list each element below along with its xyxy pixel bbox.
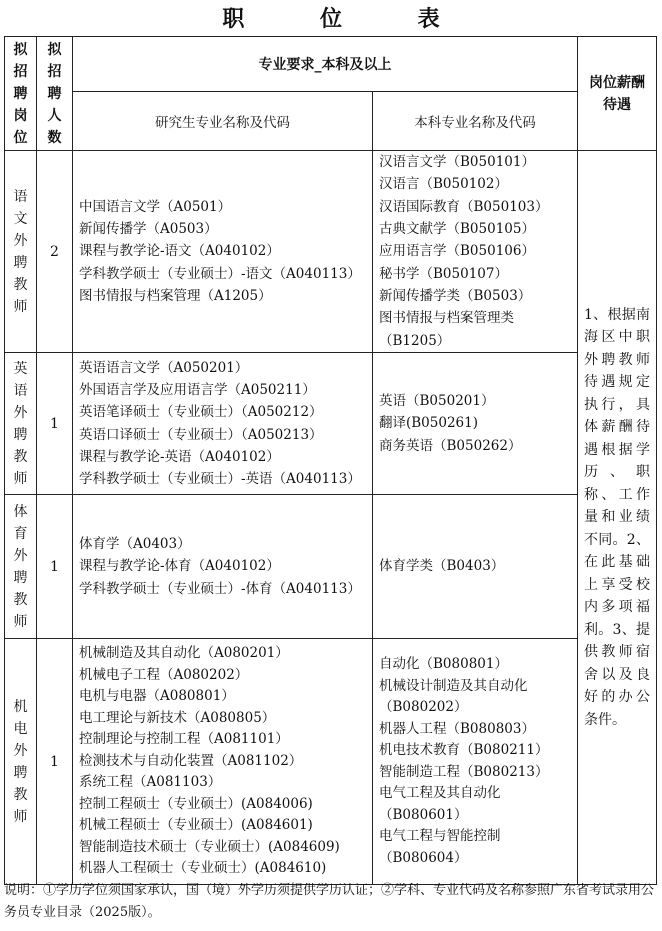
list-item: 商务英语（B050262） bbox=[379, 437, 522, 454]
list-item: 课程与教学论-语文（A040102） bbox=[79, 243, 280, 260]
list-item: 中国语言文学（A0501） bbox=[79, 198, 232, 215]
count-cell: 1 bbox=[37, 353, 73, 495]
table-row bbox=[5, 151, 657, 353]
count-cell: 1 bbox=[37, 639, 73, 885]
list-item: （B080601） bbox=[379, 806, 468, 823]
list-item: 汉语言文学（B050101） bbox=[379, 154, 535, 171]
header-requirement: 专业要求_本科及以上 bbox=[73, 37, 578, 92]
graduate-majors bbox=[73, 639, 373, 885]
list-item: 汉语言（B050102） bbox=[379, 176, 508, 193]
list-item: 智能制造工程（B080213） bbox=[379, 763, 549, 780]
list-item: 智能制造技术硕士（专业硕士）(A084609) bbox=[79, 838, 340, 855]
list-item: 学科教学硕士（专业硕士）-语文（A040113） bbox=[79, 265, 361, 282]
undergrad-majors bbox=[373, 353, 578, 495]
graduate-majors bbox=[73, 151, 373, 353]
header-position-label: 拟招聘岗位 bbox=[13, 41, 28, 146]
list-item: 应用语言学（B050106） bbox=[379, 243, 535, 260]
list-item: 电气工程及其自动化 bbox=[379, 785, 501, 801]
header-undergrad: 本科专业名称及代码 bbox=[373, 92, 578, 151]
table-row bbox=[5, 495, 657, 639]
list-item: 体育学（A0403） bbox=[79, 536, 191, 553]
header-graduate: 研究生专业名称及代码 bbox=[73, 92, 373, 151]
position-label: 机电外聘教师 bbox=[13, 698, 28, 825]
list-item: 学科教学硕士（专业硕士）-英语（A040113） bbox=[79, 471, 361, 488]
list-item: 英语（B050201） bbox=[379, 393, 495, 410]
list-item: 机械电子工程（A080202） bbox=[79, 666, 249, 683]
list-item: 机械设计制造及其自动化 bbox=[379, 677, 528, 694]
list-item: 新闻传播学类（B0503） bbox=[379, 287, 532, 304]
header-count-label: 拟招聘人数 bbox=[47, 41, 62, 146]
list-item: 机械制造及其自动化（A080201） bbox=[79, 645, 289, 662]
list-item: 课程与教学论-体育（A040102） bbox=[79, 558, 280, 575]
list-item: 机械工程硕士（专业硕士）(A084601) bbox=[79, 817, 313, 834]
position-label: 语文外聘教师 bbox=[13, 188, 28, 315]
table-row bbox=[5, 353, 657, 495]
list-item: （B080202） bbox=[379, 699, 468, 715]
list-item: （B1205） bbox=[379, 332, 451, 349]
list-item: 控制理论与控制工程（A081101） bbox=[79, 731, 289, 748]
footnote: 说明：①学历学位须国家承认，国（境）外学历须提供学历认证；②学科、专业代码及名称参照广东省考试录用公务员专业目录（2025版）。 bbox=[4, 883, 655, 920]
undergrad-majors bbox=[373, 151, 578, 353]
list-item: 机器人工程（B080803） bbox=[379, 720, 535, 737]
position-cell bbox=[5, 151, 37, 353]
list-item: （B080604） bbox=[379, 849, 468, 866]
list-item: 课程与教学论-英语（A040102） bbox=[79, 448, 280, 465]
list-item: 外国语言学及应用语言学（A050211） bbox=[79, 381, 316, 398]
undergrad-majors bbox=[373, 639, 578, 885]
position-cell bbox=[5, 495, 37, 639]
header-position bbox=[5, 37, 37, 151]
position-label: 英语外聘教师 bbox=[13, 360, 28, 487]
position-table bbox=[4, 36, 657, 885]
list-item: 检测技术与自动化装置（A081102） bbox=[79, 752, 303, 769]
salary-cell: 1、根据南海区中职外聘教师待遇规定执行，具体薪酬待遇根据学历、职称、工作量和业绩不同。2、在此基础上享受校内多项福利。3、提供教师宿舍以及良好的办公条件。 bbox=[578, 151, 657, 885]
list-item: 图书情报与档案管理（A1205） bbox=[79, 287, 272, 304]
list-item: 古典文献学（B050105） bbox=[379, 221, 535, 238]
header-count bbox=[37, 37, 73, 151]
list-item: 汉语国际教育（B050103） bbox=[379, 198, 549, 215]
list-item: 自动化（B080801） bbox=[379, 656, 508, 672]
position-cell bbox=[5, 353, 37, 495]
list-item: 图书情报与档案管理类 bbox=[379, 310, 514, 327]
list-item: 学科教学硕士（专业硕士）-体育（A040113） bbox=[79, 580, 361, 597]
header-salary bbox=[578, 37, 657, 151]
undergrad-majors bbox=[373, 495, 578, 639]
list-item: 系统工程（A081103） bbox=[79, 774, 222, 791]
list-item: 机器人工程硕士（专业硕士）(A084610) bbox=[79, 860, 327, 877]
page-title: 职 位 表 bbox=[222, 6, 474, 32]
list-item: 控制工程硕士（专业硕士）(A084006) bbox=[79, 795, 313, 812]
position-cell bbox=[5, 639, 37, 885]
list-item: 翻译(B050261) bbox=[379, 415, 478, 432]
list-item: 机电技术教育（B080211） bbox=[379, 742, 549, 758]
header-salary-label: 岗位薪酬待遇 bbox=[589, 74, 645, 113]
list-item: 英语笔译硕士（专业硕士）（A050212） bbox=[79, 404, 323, 421]
count-cell: 2 bbox=[37, 151, 73, 353]
table-row bbox=[5, 639, 657, 885]
list-item: 体育学类（B0403） bbox=[379, 558, 505, 575]
list-item: 英语语言文学（A050201） bbox=[79, 359, 249, 376]
list-item: 电工理论与新技术（A080805） bbox=[79, 709, 276, 726]
list-item: 电气工程与智能控制 bbox=[379, 828, 501, 844]
graduate-majors bbox=[73, 353, 373, 495]
position-label: 体育外聘教师 bbox=[13, 503, 28, 630]
list-item: 英语口译硕士（专业硕士）（A050213） bbox=[79, 426, 323, 443]
list-item: 新闻传播学（A0503） bbox=[79, 221, 218, 238]
list-item: 电机与电器（A080801） bbox=[79, 688, 235, 705]
graduate-majors bbox=[73, 495, 373, 639]
list-item: 秘书学（B050107） bbox=[379, 265, 508, 282]
count-cell: 1 bbox=[37, 495, 73, 639]
